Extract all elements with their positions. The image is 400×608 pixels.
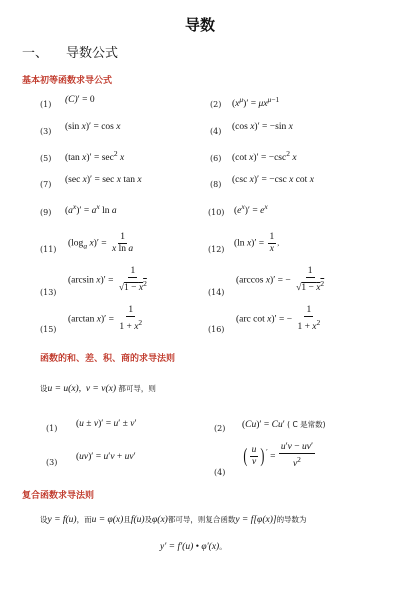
formula-12: (ln x)′ = $\frac{1}{x}$ ,: [234, 232, 280, 254]
formula-number: (7): [40, 180, 52, 189]
formula-number: (10): [208, 208, 225, 217]
formula-4: (cos x)′ = −sin x: [232, 122, 293, 132]
formula-number: (8): [210, 180, 222, 189]
subheading-chain-rule: 复合函数求导法则: [22, 491, 95, 501]
formula-number: (13): [40, 288, 57, 297]
formula-7: (sec x)′ = sec x tan x: [65, 175, 142, 185]
rule-constant: (Cu)′ = Cu′ ( C 是常数): [242, 420, 326, 430]
rule-quotient: ( $\frac{u}{v}$ )′ = $\frac{u'v - uv'}{v^2}$: [243, 442, 314, 470]
rule-number: (3): [46, 458, 58, 467]
formula-number: (2): [210, 100, 222, 109]
formula-1: (C)′ = 0: [65, 95, 95, 105]
formula-number: (15): [40, 325, 57, 334]
rule-number: (1): [46, 424, 58, 433]
formula-number: (14): [208, 288, 225, 297]
subheading-arithmetic-rules: 函数的和、差、积、商的求导法则: [40, 354, 176, 364]
section-title: 导数公式: [66, 46, 119, 61]
formula-10: $(e^x)' = e^x$: [234, 202, 268, 217]
formula-5: (tan $x)' = \sec^2 x$: [65, 149, 125, 164]
section-heading: [22, 42, 118, 61]
formula-number: (3): [40, 127, 52, 136]
rule-sum: (u ± v)′ = u′ ± v′: [76, 419, 137, 429]
formula-14: (arccos x)′ = − $\frac{1}{√1 - x^2}$: [236, 266, 325, 294]
formula-6: (cot $x)' = -\csc^2$ x: [232, 149, 297, 164]
formula-13: (arcsin x)′ = $\frac{1}{√1 - x^2}$: [68, 266, 147, 294]
formula-16: (arc cot x)′ = − $\frac{1}{1 + x^2}$: [236, 305, 321, 333]
formula-number: (9): [40, 208, 52, 217]
section-index: 一、: [22, 46, 49, 61]
formula-number: (5): [40, 154, 52, 163]
formula-number: (12): [208, 245, 225, 254]
rule-number: (4): [214, 468, 226, 477]
formula-3: (sin x)′ = cos x: [65, 122, 121, 132]
formula-number: (1): [40, 100, 52, 109]
formula-2: $(x^\mu)' = \mu x^{\mu-1}$: [232, 95, 280, 110]
formula-15: (arctan x)′ = $\frac{1}{1 + x^2}$: [68, 305, 143, 333]
formula-number: (4): [210, 127, 222, 136]
chain-rule-formula: y′ = f′(u) • φ′(x)。: [160, 542, 227, 552]
formula-number: (16): [208, 325, 225, 334]
formula-number: (6): [210, 154, 222, 163]
formula-8: (csc x)′ = −csc x cot x: [232, 175, 314, 185]
formula-9: $(a^x)' = a^x$ ln a: [65, 202, 117, 217]
page-title: 导数: [184, 16, 215, 34]
subheading-basic: 基本初等函数求导公式: [22, 76, 113, 86]
formula-11: ($\log_a$ x)′ = $\frac{1}{\text{x ln a}}$: [68, 232, 134, 254]
rule-intro: 设u = u(x), v = v(x) 都可导，则: [40, 384, 156, 394]
chain-rule-text: 设y = f(u)，而u = φ(x)且f(u)及φ(x)都可导，则复合函数y = f[φ(x)]的导数为: [40, 515, 307, 525]
rule-product: (uv)′ = u′v + uv′: [76, 452, 136, 462]
formula-number: (11): [40, 245, 57, 254]
rule-number: (2): [214, 424, 226, 433]
